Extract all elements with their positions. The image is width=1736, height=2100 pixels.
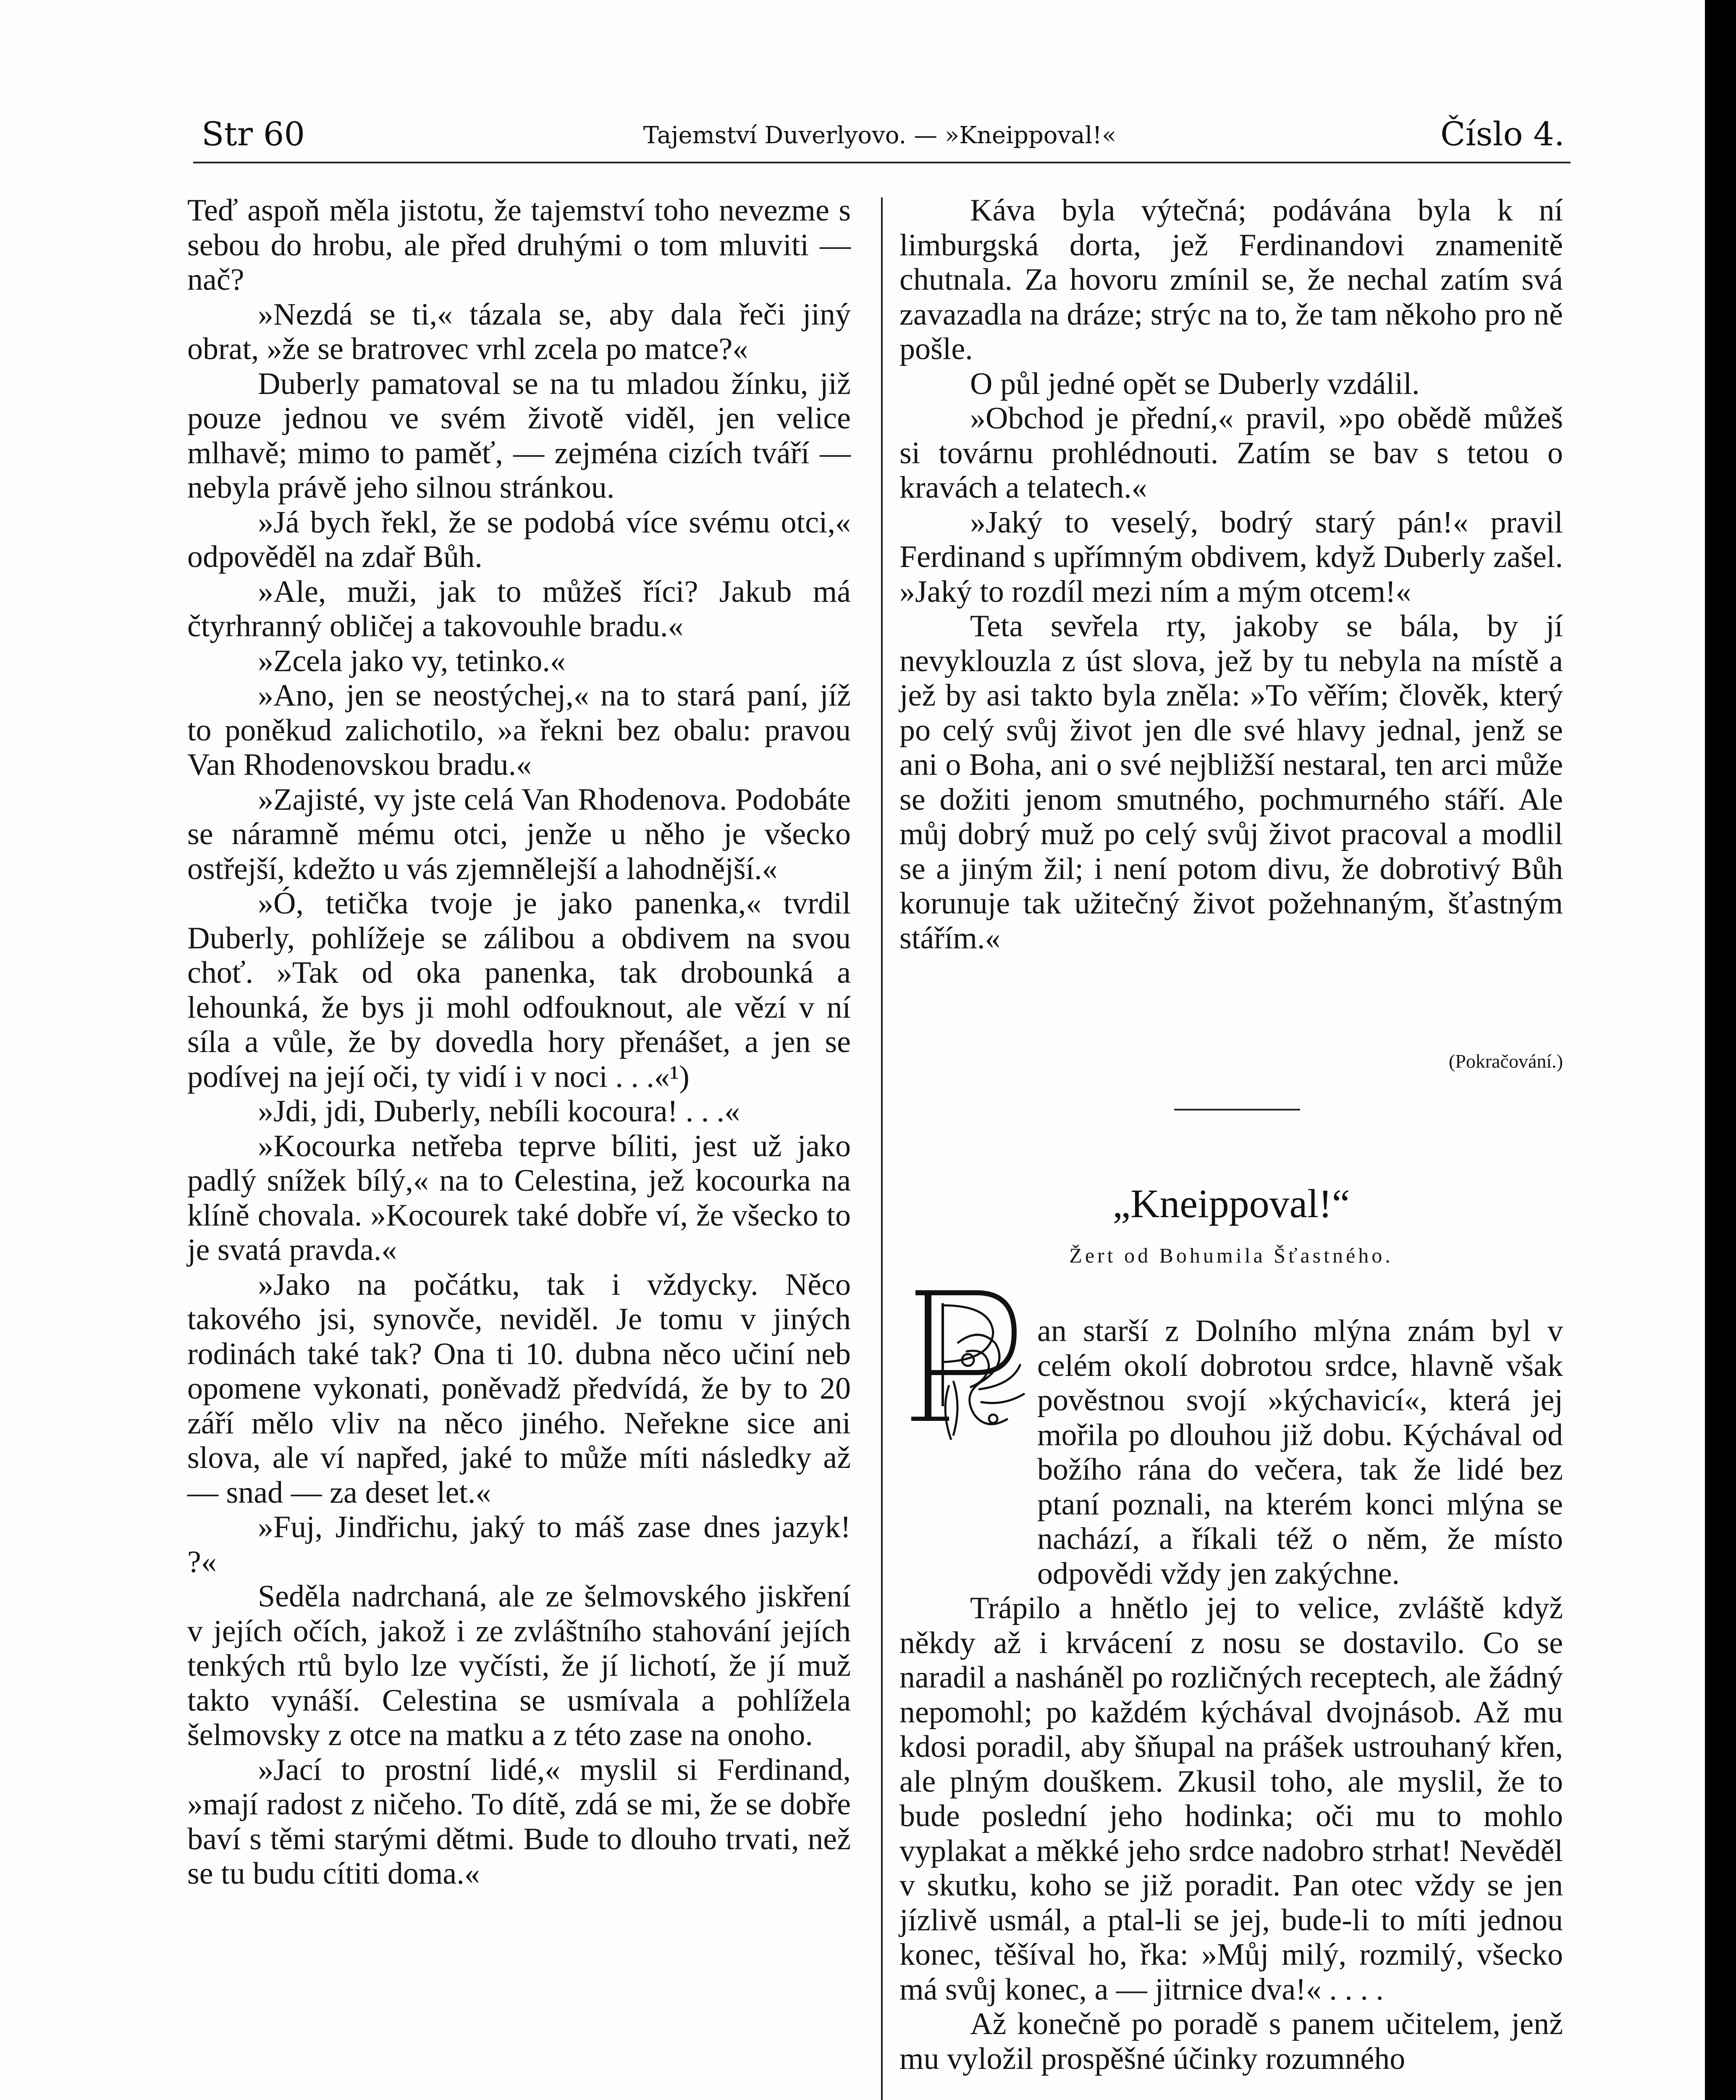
paragraph: an starší z Dolního mlýna znám byl v celém okolí dobrotou srdce, hlavně však pověstnou svojí »kýchavicí«, která jej mořila po dlouhou již dobu. Kýchával od božího rána do večera, tak že lidé bez ptaní poznali, na kterém konci mlýna se nachází, a říkali též o něm, že místo odpovědi vždy jen zakýchne.: [1037, 1314, 1563, 1591]
paragraph: »Jdi, jdi, Duberly, nebíli kocoura! . . .«: [258, 1094, 740, 1129]
paragraph: »Kocourka netřeba teprve bíliti, jest už jako padlý snížek bílý,« na to Celestina, jež kocourka na klíně chovala. »Kocourek také dobře ví, že všecko to je svatá pravda.«: [187, 1129, 851, 1267]
paragraph: »Zcela jako vy, tetinko.«: [258, 643, 566, 678]
running-title: Tajemství Duverlyovo. — »Kneippoval!«: [643, 122, 1117, 149]
paragraph: Káva byla výtečná; podávána byla k ní limburgská dorta, jež Ferdinandovi znamenitě chutnala. Za hovoru zmínil se, že nechal zatím svá zavazadla na dráze; strýc na to, že tam někoho pro ně pošle.: [899, 193, 1563, 366]
issue-number: Číslo 4.: [1440, 116, 1565, 153]
paragraph: »Ale, muži, jak to můžeš říci? Jakub má čtyrhranný obličej a takovouhle bradu.«: [187, 574, 851, 643]
story-title: „Kneippoval!“: [1112, 1181, 1350, 1226]
paragraph: »Nezdá se ti,« tázala se, aby dala řeči jiný obrat, »že se bratrovec vrhl zcela po matce?«: [187, 297, 851, 366]
paragraph: »Jako na počátku, tak i vždycky. Něco takového jsi, synovče, neviděl. Je tomu v jiných rodinách také tak? Ona ti 10. dubna něco učiní neb opomene vykonati, poněvadž předvídá, že by to 20 září mělo vliv na něco jiného. Neřekne sice ani slova, ale ví napřed, jaké to může míti následky až — snad — za deset let.«: [187, 1267, 851, 1510]
continuation-note: (Pokračování.): [1448, 1050, 1563, 1072]
paragraph: Až konečně po poradě s panem učitelem, jenž mu vyložil prospěšné účinky rozumného: [899, 2007, 1563, 2076]
paragraph: Teta sevřela rty, jakoby se bála, by jí nevyklouzla z úst slova, jež by tu nebyla na místě a jež by asi takto byla zněla: »To věřím; člověk, který po celý svůj život jen dle své hlavy jednal, jenž se ani o Boha, ani o své nejbližší nestaral, ten arci může se dožiti jenom smutného, pochmurného stáří. Ale můj dobrý muž po celý svůj život pracoval a modlil se a jiným žil; i není potom divu, že dobrotivý Bůh korunuje tak užitečný život požehnaným, šťastným stářím.«: [899, 609, 1563, 956]
paragraph: »Obchod je přední,« pravil, »po obědě můžeš si továrnu prohlédnouti. Zatím se bav s tetou o kravách a telatech.«: [899, 401, 1563, 505]
paragraph: »Ano, jen se neostýchej,« na to stará paní, jíž to poněkud zalichotilo, »a řekni bez obalu: pravou Van Rhodenovskou bradu.«: [187, 678, 851, 782]
paragraph: O půl jedné opět se Duberly vzdálil.: [970, 366, 1420, 401]
left-column: [187, 193, 851, 1891]
paragraph: »Jací to prostní lidé,« myslil si Ferdinand, »mají radost z ničeho. To dítě, zdá se mi, že se dobře baví s těmi starými dětmi. Bude to dlouho trvati, než se tu budu cítiti doma.«: [187, 1752, 851, 1891]
paragraph: »Ó, tetička tvoje je jako panenka,« tvrdil Duberly, pohlížeje se zálibou a obdivem na svou choť. »Tak od oka panenka, tak drobounká a lehounká, že bys ji mohl odfouknout, ale vězí v ní síla a vůle, že by dovedla hory přenášet, a jen se podívej na její oči, ty vidí i v noci . . .«¹): [187, 886, 851, 1094]
paragraph: Teď aspoň měla jistotu, že tajemství toho nevezme s sebou do hrobu, ale před druhými o tom mluviti — nač?: [187, 193, 851, 297]
right-column: [899, 193, 1563, 956]
paragraph: »Jaký to veselý, bodrý starý pán!« pravil Ferdinand s upřímným obdivem, když Duberly zašel. »Jaký to rozdíl mezi ním a mým otcem!«: [899, 505, 1563, 609]
paragraph: Trápilo a hnětlo jej to velice, zvláště když někdy až i krvácení z nosu se dostavilo. Co se naradil a nasháněl po rozličných receptech, ale žádný nepomohl; po každém kýchával dvojnásob. Až mu kdosi poradil, aby šňupal na prášek ustrouhaný křen, ale plným douškem. Zkusil toho, ale myslil, že to bude poslední jeho hodinka; oči mu to mohlo vyplakat a měkké jeho srdce nadobro strhat! Nevěděl v skutku, koho se již poradit. Pan otec vždy se jen jízlivě usmál, a ptal-li se jej, bude-li to míti jednou konec, těšíval ho, řka: »Můj milý, rozmilý, všecko má svůj konec, a — jitrnice dva!« . . . .: [899, 1591, 1563, 2007]
header-rule: [193, 162, 1571, 163]
paragraph: Duberly pamatoval se na tu mladou žínku, již pouze jednou ve svém životě viděl, jen velice mlhavě; mimo to paměť, — zejména cizích tváří — nebyla právě jeho silnou stránkou.: [187, 366, 851, 505]
paragraph: »Fuj, Jindřichu, jaký to máš zase dnes jazyk! ?«: [187, 1510, 851, 1579]
drop-cap-space: [899, 1314, 1037, 1562]
page-number: Str 60: [202, 116, 305, 153]
story-text: [899, 1314, 1563, 2076]
story-subtitle: Žert od Bohumila Šťastného.: [1069, 1244, 1393, 1267]
paragraph: Seděla nadrchaná, ale ze šelmovského jiskření v jejích očích, jakož i ze zvláštního stahování jejích tenkých rtů bylo lze vyčísti, že jí lichotí, že jí muž takto vynáší. Celestina se usmívala a pohlížela šelmovsky z otce na matku a z této zase na onoho.: [187, 1579, 851, 1752]
section-separator: [1174, 1109, 1300, 1110]
paragraph: »Já bych řekl, že se podobá více svému otci,« odpověděl na zdař Bůh.: [187, 505, 851, 574]
column-divider: [881, 197, 883, 2100]
paragraph: »Zajisté, vy jste celá Van Rhodenova. Podobáte se náramně mému otci, jenže u něho je všecko ostřejší, kdežto u vás zjemnělejší a lahodnější.«: [187, 782, 851, 886]
